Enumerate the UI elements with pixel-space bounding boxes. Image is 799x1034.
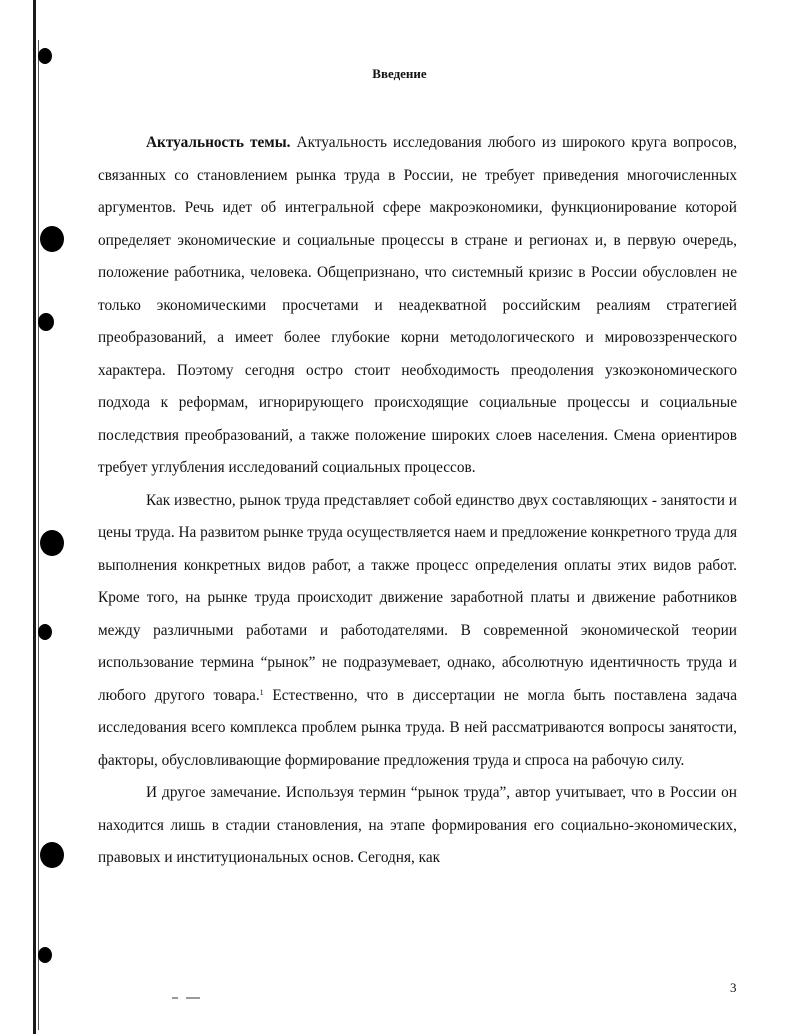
punch-hole [40,226,64,252]
page-title: Введение [372,66,427,81]
paragraph-remark [98,777,737,875]
paragraph-labor-market [98,485,737,778]
body-text [98,127,737,875]
paragraph-text-continued: Естественно, что в диссертации не могла быть поставлена задача исследования всего комплекса проблем рынка труда. В ней рассматриваются вопросы занятости, факторы, обусловливающие формирование предложения труда и спроса на рабочую силу. [98,686,737,769]
punch-hole [38,624,52,640]
footnote-marker: 1 [259,687,264,697]
scan-smudge [172,997,178,999]
page-number: 3 [730,980,737,995]
scan-binding-edge [33,0,36,1034]
paragraph-text: Актуальность исследования любого из широкого круга вопросов, связанных со становлением рынка труда в России, не требует приведения многочисленных аргументов. Речь идет об интегральной сфере макроэкономики, функционирование которой определяет экономические и социальные процессы в стране и регионах и, в первую очередь, положение работника, человека. Общепризнано, что системный кризис в России обусловлен не только экономическими просчетами и неадекватной российским реалиям стратегией преобразований, а имеет более глубокие корни методологического и мировоззренческого характера. Поэтому сегодня остро стоит необходимость преодоления узкоэкономического подхода к реформам, игнорирующего происходящие социальные процессы и социальные последствия преобразований, а также положение широких слоев населения. Смена ориентиров требует углубления исследований социальных процессов. [98,134,738,476]
paragraph-text: Как известно, рынок труда представляет собой единство двух составляющих - занятости и цены труда. На развитом рынке труда осуществляется наем и предложение конкретного труда для выполнения конкретных видов работ, а также процесс определения оплаты этих видов работ. Кроме того, на рынке труда происходит движение заработной платы и движение работников между различными работами и работодателями. В современной экономической теории использование термина “рынок” не подразумевает, однако, абсолютную идентичность труда и любого другого товара. [98,491,737,704]
punch-hole [40,530,64,556]
punch-hole [38,48,52,64]
punch-hole [40,842,64,868]
paragraph-relevance [98,127,737,485]
punch-hole [38,947,52,963]
scan-binding-shadow [38,40,39,1030]
paragraph-text: И другое замечание. Используя термин “рынок труда”, автор учитывает, что в России он находится лишь в стадии становления, на этапе формирования его социально-экономических, правовых и институциональных основ. Сегодня, как [98,784,737,866]
punch-hole [38,313,54,331]
scan-smudge [186,997,200,999]
paragraph-lead: Актуальность темы. [146,134,291,151]
